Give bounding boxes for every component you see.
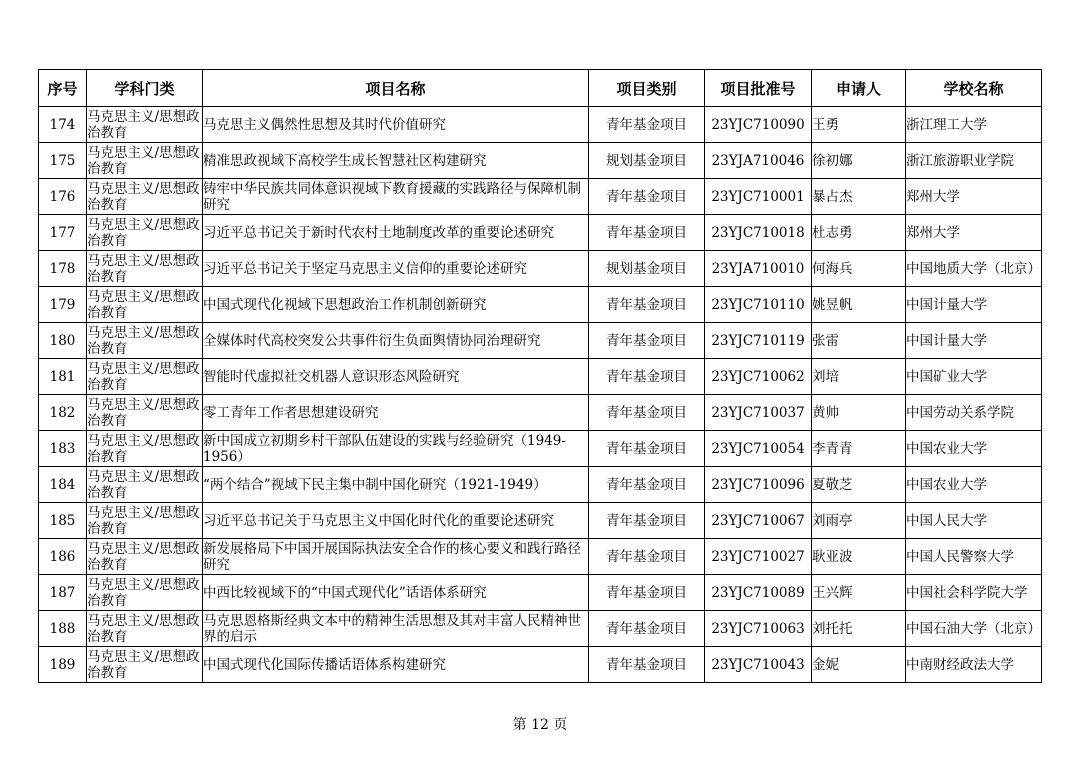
applicant-name: 金妮 xyxy=(812,647,906,683)
applicant-name: 刘托托 xyxy=(812,611,906,647)
row-number: 181 xyxy=(39,359,87,395)
subject-category: 马克思主义/思想政治教育 xyxy=(87,107,203,143)
approval-number: 23YJA710046 xyxy=(705,143,812,179)
project-title: 新中国成立初期乡村干部队伍建设的实践与经验研究（1949-1956） xyxy=(203,431,589,467)
project-title: 中国式现代化视域下思想政治工作机制创新研究 xyxy=(203,287,589,323)
header-cell-applicant: 申请人 xyxy=(812,70,906,107)
school-name: 浙江理工大学 xyxy=(906,107,1042,143)
header-cell-type: 项目类别 xyxy=(589,70,705,107)
subject-category: 马克思主义/思想政治教育 xyxy=(87,395,203,431)
applicant-name: 刘雨亭 xyxy=(812,503,906,539)
project-title: 零工青年工作者思想建设研究 xyxy=(203,395,589,431)
table-row xyxy=(39,467,1042,503)
school-name: 郑州大学 xyxy=(906,215,1042,251)
row-number: 175 xyxy=(39,143,87,179)
project-type: 青年基金项目 xyxy=(589,359,705,395)
subject-category: 马克思主义/思想政治教育 xyxy=(87,287,203,323)
school-name: 中国农业大学 xyxy=(906,467,1042,503)
row-number: 183 xyxy=(39,431,87,467)
applicant-name: 李青青 xyxy=(812,431,906,467)
table-row xyxy=(39,503,1042,539)
project-title: 铸牢中华民族共同体意识视域下教育援藏的实践路径与保障机制研究 xyxy=(203,179,589,215)
applicant-name: 刘培 xyxy=(812,359,906,395)
table-row xyxy=(39,611,1042,647)
project-title: 新发展格局下中国开展国际执法安全合作的核心要义和践行路径研究 xyxy=(203,539,589,575)
school-name: 中国石油大学（北京） xyxy=(906,611,1042,647)
row-number: 177 xyxy=(39,215,87,251)
school-name: 中国社会科学院大学 xyxy=(906,575,1042,611)
row-number: 185 xyxy=(39,503,87,539)
applicant-name: 张雷 xyxy=(812,323,906,359)
subject-category: 马克思主义/思想政治教育 xyxy=(87,575,203,611)
header-cell-title: 项目名称 xyxy=(203,70,589,107)
table-row xyxy=(39,359,1042,395)
approval-number: 23YJC710089 xyxy=(705,575,812,611)
table-row xyxy=(39,107,1042,143)
approval-number: 23YJC710054 xyxy=(705,431,812,467)
table-row xyxy=(39,575,1042,611)
header-cell-code: 项目批准号 xyxy=(705,70,812,107)
project-title: 精准思政视域下高校学生成长智慧社区构建研究 xyxy=(203,143,589,179)
row-number: 174 xyxy=(39,107,87,143)
subject-category: 马克思主义/思想政治教育 xyxy=(87,359,203,395)
table-row xyxy=(39,179,1042,215)
project-type: 青年基金项目 xyxy=(589,107,705,143)
subject-category: 马克思主义/思想政治教育 xyxy=(87,323,203,359)
project-table xyxy=(38,69,1042,683)
table-row xyxy=(39,215,1042,251)
project-type: 青年基金项目 xyxy=(589,575,705,611)
project-title: 习近平总书记关于马克思主义中国化时代化的重要论述研究 xyxy=(203,503,589,539)
project-type: 青年基金项目 xyxy=(589,503,705,539)
approval-number: 23YJC710037 xyxy=(705,395,812,431)
row-number: 178 xyxy=(39,251,87,287)
project-title: 马克思恩格斯经典文本中的精神生活思想及其对丰富人民精神世界的启示 xyxy=(203,611,589,647)
school-name: 中国地质大学（北京） xyxy=(906,251,1042,287)
row-number: 186 xyxy=(39,539,87,575)
project-title: 全媒体时代高校突发公共事件衍生负面舆情协同治理研究 xyxy=(203,323,589,359)
header-cell-number: 序号 xyxy=(39,70,87,107)
project-type: 青年基金项目 xyxy=(589,395,705,431)
row-number: 179 xyxy=(39,287,87,323)
table-row xyxy=(39,251,1042,287)
school-name: 中南财经政法大学 xyxy=(906,647,1042,683)
subject-category: 马克思主义/思想政治教育 xyxy=(87,647,203,683)
table-row xyxy=(39,287,1042,323)
approval-number: 23YJC710090 xyxy=(705,107,812,143)
subject-category: 马克思主义/思想政治教育 xyxy=(87,215,203,251)
school-name: 中国农业大学 xyxy=(906,431,1042,467)
project-title: 习近平总书记关于新时代农村土地制度改革的重要论述研究 xyxy=(203,215,589,251)
applicant-name: 王兴辉 xyxy=(812,575,906,611)
project-type: 规划基金项目 xyxy=(589,143,705,179)
row-number: 182 xyxy=(39,395,87,431)
subject-category: 马克思主义/思想政治教育 xyxy=(87,143,203,179)
school-name: 中国矿业大学 xyxy=(906,359,1042,395)
approval-number: 23YJC710062 xyxy=(705,359,812,395)
subject-category: 马克思主义/思想政治教育 xyxy=(87,467,203,503)
applicant-name: 杜志勇 xyxy=(812,215,906,251)
school-name: 中国人民警察大学 xyxy=(906,539,1042,575)
subject-category: 马克思主义/思想政治教育 xyxy=(87,251,203,287)
project-title: “两个结合”视域下民主集中制中国化研究（1921-1949） xyxy=(203,467,589,503)
project-title: 中国式现代化国际传播话语体系构建研究 xyxy=(203,647,589,683)
table-row xyxy=(39,647,1042,683)
table-row xyxy=(39,539,1042,575)
project-type: 青年基金项目 xyxy=(589,611,705,647)
project-type: 青年基金项目 xyxy=(589,539,705,575)
project-title: 马克思主义偶然性思想及其时代价值研究 xyxy=(203,107,589,143)
school-name: 中国计量大学 xyxy=(906,287,1042,323)
applicant-name: 黄帅 xyxy=(812,395,906,431)
project-type: 规划基金项目 xyxy=(589,251,705,287)
row-number: 184 xyxy=(39,467,87,503)
approval-number: 23YJC710119 xyxy=(705,323,812,359)
header-cell-subject: 学科门类 xyxy=(87,70,203,107)
approval-number: 23YJC710043 xyxy=(705,647,812,683)
table-row xyxy=(39,431,1042,467)
approval-number: 23YJC710067 xyxy=(705,503,812,539)
row-number: 188 xyxy=(39,611,87,647)
row-number: 176 xyxy=(39,179,87,215)
applicant-name: 何海兵 xyxy=(812,251,906,287)
table-row xyxy=(39,143,1042,179)
school-name: 郑州大学 xyxy=(906,179,1042,215)
applicant-name: 姚昱帆 xyxy=(812,287,906,323)
subject-category: 马克思主义/思想政治教育 xyxy=(87,431,203,467)
header-row xyxy=(39,70,1042,107)
project-type: 青年基金项目 xyxy=(589,215,705,251)
approval-number: 23YJC710001 xyxy=(705,179,812,215)
subject-category: 马克思主义/思想政治教育 xyxy=(87,179,203,215)
project-type: 青年基金项目 xyxy=(589,467,705,503)
applicant-name: 耿亚波 xyxy=(812,539,906,575)
subject-category: 马克思主义/思想政治教育 xyxy=(87,611,203,647)
school-name: 中国劳动关系学院 xyxy=(906,395,1042,431)
approval-number: 23YJC710096 xyxy=(705,467,812,503)
project-title: 智能时代虚拟社交机器人意识形态风险研究 xyxy=(203,359,589,395)
school-name: 中国人民大学 xyxy=(906,503,1042,539)
project-title: 习近平总书记关于坚定马克思主义信仰的重要论述研究 xyxy=(203,251,589,287)
table-row xyxy=(39,323,1042,359)
project-type: 青年基金项目 xyxy=(589,179,705,215)
project-type: 青年基金项目 xyxy=(589,647,705,683)
school-name: 浙江旅游职业学院 xyxy=(906,143,1042,179)
school-name: 中国计量大学 xyxy=(906,323,1042,359)
applicant-name: 暴占杰 xyxy=(812,179,906,215)
row-number: 180 xyxy=(39,323,87,359)
row-number: 187 xyxy=(39,575,87,611)
approval-number: 23YJC710027 xyxy=(705,539,812,575)
approval-number: 23YJC710063 xyxy=(705,611,812,647)
applicant-name: 夏敬芝 xyxy=(812,467,906,503)
project-title: 中西比较视域下的“中国式现代化”话语体系研究 xyxy=(203,575,589,611)
table-row xyxy=(39,395,1042,431)
project-type: 青年基金项目 xyxy=(589,323,705,359)
project-type: 青年基金项目 xyxy=(589,287,705,323)
approval-number: 23YJC710018 xyxy=(705,215,812,251)
subject-category: 马克思主义/思想政治教育 xyxy=(87,503,203,539)
subject-category: 马克思主义/思想政治教育 xyxy=(87,539,203,575)
approval-number: 23YJA710010 xyxy=(705,251,812,287)
applicant-name: 王勇 xyxy=(812,107,906,143)
applicant-name: 徐初娜 xyxy=(812,143,906,179)
row-number: 189 xyxy=(39,647,87,683)
project-type: 青年基金项目 xyxy=(589,431,705,467)
page-number: 第 12 页 xyxy=(512,717,568,733)
header-cell-school: 学校名称 xyxy=(906,70,1042,107)
approval-number: 23YJC710110 xyxy=(705,287,812,323)
